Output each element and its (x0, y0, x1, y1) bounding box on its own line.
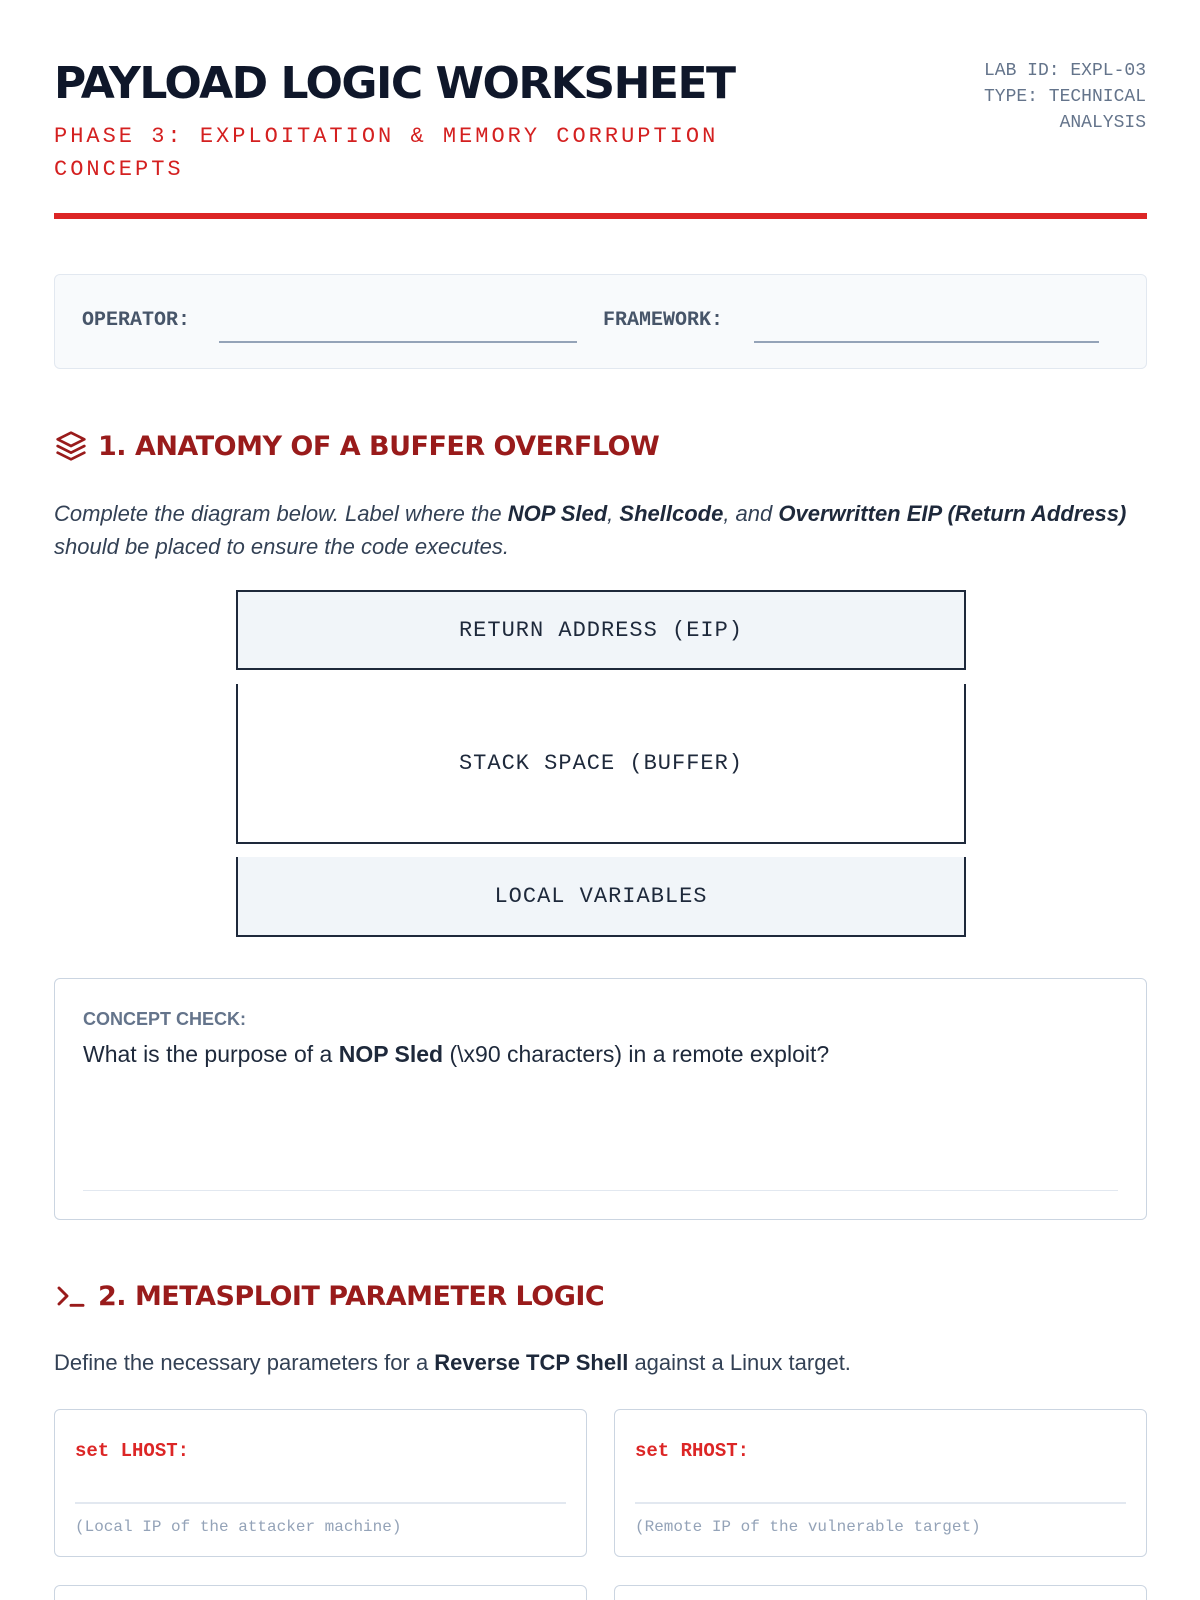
section-1-instructions: Complete the diagram below. Label where the NOP Sled, Shellcode, and Overwritten EIP (Return Address) should be placed to ensure the code executes. (54, 501, 1127, 559)
stack-local-variables: LOCAL VARIABLES (236, 857, 966, 937)
framework-field[interactable] (754, 341, 1099, 343)
lhost-field[interactable] (75, 1502, 566, 1504)
rhost-field[interactable] (635, 1502, 1126, 1504)
page-title: PAYLOAD LOGIC WORKSHEET (54, 58, 735, 109)
section-2-heading (54, 1279, 604, 1313)
terminal-icon (54, 1279, 88, 1313)
section-1-title: 1. ANATOMY OF A BUFFER OVERFLOW (98, 430, 660, 462)
header-divider (54, 213, 1147, 219)
rhost-hint: (Remote IP of the vulnerable target) (635, 1518, 981, 1536)
stack-buffer: STACK SPACE (BUFFER) (236, 684, 966, 844)
layers-icon (54, 429, 88, 463)
param-card-partial-left (54, 1585, 587, 1600)
operator-field[interactable] (219, 341, 577, 343)
lhost-command: set LHOST: (75, 1440, 190, 1462)
concept-check-question: What is the purpose of a NOP Sled (\x90 characters) in a remote exploit? (83, 1041, 830, 1067)
operator-label: OPERATOR: (82, 309, 191, 332)
lab-id: LAB ID: EXPL-03 (983, 61, 1146, 81)
rhost-command: set RHOST: (635, 1440, 750, 1462)
operator-info-box (54, 274, 1147, 369)
page-subtitle: PHASE 3: EXPLOITATION & MEMORY CORRUPTION CONCEPTS (54, 124, 719, 182)
param-card-lhost (54, 1409, 587, 1557)
section-2-instructions: Define the necessary parameters for a Reverse TCP Shell against a Linux target. (54, 1350, 851, 1375)
section-2-title: 2. METASPLOIT PARAMETER LOGIC (98, 1280, 605, 1312)
concept-check-label: CONCEPT CHECK: (83, 1009, 247, 1029)
concept-check-box (54, 978, 1147, 1220)
param-card-rhost (614, 1409, 1147, 1557)
concept-answer-line[interactable] (83, 1190, 1118, 1192)
framework-label: FRAMEWORK: (603, 309, 724, 332)
worksheet-header (54, 56, 1146, 186)
lab-meta (926, 58, 1146, 136)
section-1-heading (54, 429, 659, 463)
lab-type-line1: TYPE: TECHNICAL (983, 87, 1146, 107)
lab-type-line2: ANALYSIS (1059, 113, 1146, 133)
param-card-partial-right (614, 1585, 1147, 1600)
lhost-hint: (Local IP of the attacker machine) (75, 1518, 402, 1536)
stack-return-address: RETURN ADDRESS (EIP) (236, 590, 966, 670)
